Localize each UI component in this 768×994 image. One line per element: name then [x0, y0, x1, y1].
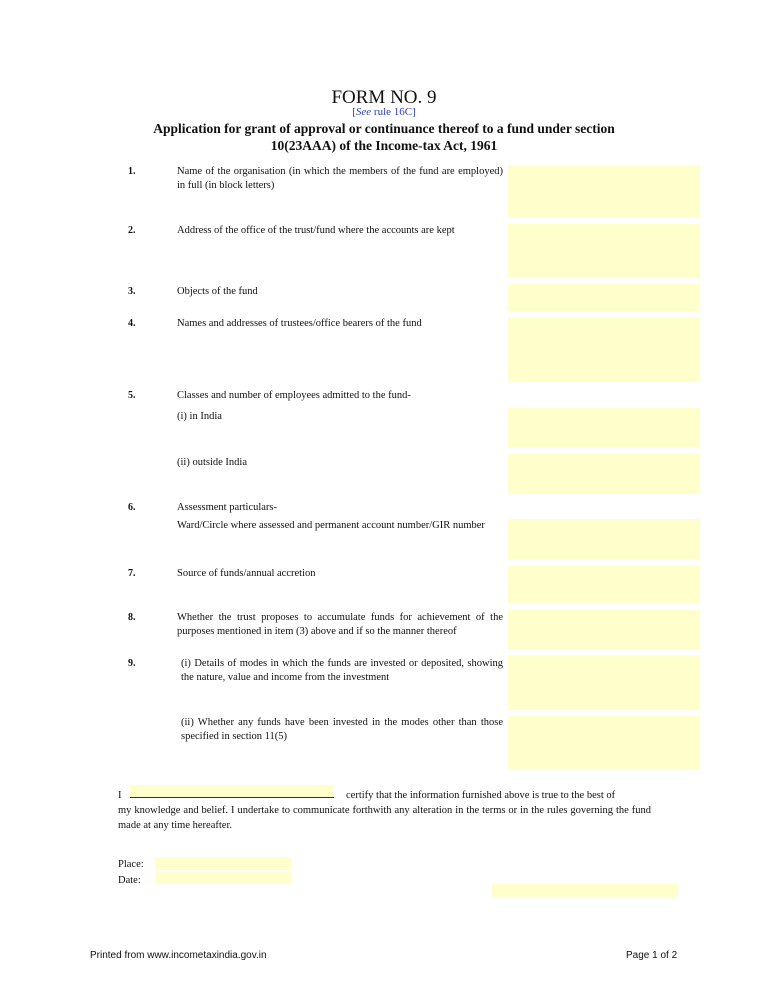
item-3-input-field[interactable] — [508, 284, 700, 311]
certification-prefix: I — [118, 790, 122, 801]
item-1-number: 1. — [128, 166, 136, 177]
item-9-modes-input-field[interactable] — [508, 655, 700, 710]
item-4-input-field[interactable] — [508, 317, 700, 382]
item-5-india-input-field[interactable] — [508, 408, 700, 447]
rule-reference — [0, 106, 768, 118]
item-6-sub-ward: Ward/Circle where assessed and permanent account number/GIR number — [177, 520, 485, 531]
item-6-number: 6. — [128, 502, 136, 513]
rule-text: rule 16C] — [373, 106, 416, 118]
item-3-text: Objects of the fund — [177, 286, 258, 297]
item-2-text: Address of the office of the trust/fund where the accounts are kept — [177, 225, 455, 236]
item-3-number: 3. — [128, 286, 136, 297]
item-7-input-field[interactable] — [508, 566, 700, 603]
form-subtitle-line1: Application for grant of approval or continuance thereof to a fund under section — [153, 121, 615, 136]
item-7-text: Source of funds/annual accretion — [177, 568, 316, 579]
item-2-input-field[interactable] — [508, 224, 700, 277]
form-title: FORM NO. 9 — [331, 87, 437, 108]
item-9-other-modes-input-field[interactable] — [508, 716, 700, 770]
certification-text: my knowledge and belief. I undertake to communicate forthwith any alteration in the terms or in the rules governing the fund made at any time hereafter. — [118, 805, 651, 831]
item-1-text: Name of the organisation (in which the members of the fund are employed) in full (in block letters) — [177, 166, 503, 191]
item-5-sub-outside-india: (ii) outside India — [177, 457, 247, 468]
signature-field[interactable] — [492, 884, 678, 897]
footer-source: Printed from www.incometaxindia.gov.in — [90, 950, 267, 961]
item-5-text: Classes and number of employees admitted to the fund- — [177, 390, 411, 401]
item-1-input-field[interactable] — [508, 165, 700, 217]
date-input-field[interactable] — [155, 871, 291, 884]
item-9-number: 9. — [128, 658, 136, 669]
item-2-number: 2. — [128, 225, 136, 236]
item-8-number: 8. — [128, 612, 136, 623]
item-4-text: Names and addresses of trustees/office bearers of the fund — [177, 318, 422, 329]
item-7-number: 7. — [128, 568, 136, 579]
item-9-sub-other-modes: (ii) Whether any funds have been invested in the modes other than those specified in section 11(5) — [181, 717, 503, 742]
date-label: Date: — [118, 875, 141, 886]
item-4-number: 4. — [128, 318, 136, 329]
declarant-name-field[interactable] — [130, 785, 334, 797]
item-5-number: 5. — [128, 390, 136, 401]
item-8-text: Whether the trust proposes to accumulate funds for achievement of the purposes mentioned in item (3) above and if so the manner thereof — [177, 612, 503, 637]
item-8-input-field[interactable] — [508, 610, 700, 650]
item-5-outside-india-input-field[interactable] — [508, 454, 700, 494]
form-subtitle-line2: 10(23AAA) of the Income-tax Act, 1961 — [270, 138, 498, 153]
place-label: Place: — [118, 859, 144, 870]
declarant-name-underline — [130, 797, 334, 798]
footer-page-number: Page 1 of 2 — [626, 950, 678, 961]
place-input-field[interactable] — [155, 857, 291, 870]
item-9-sub-modes: (i) Details of modes in which the funds are invested or deposited, showing the nature, value and income from the investment — [181, 658, 503, 683]
rule-open-bracket: [ — [352, 106, 356, 118]
item-6-input-field[interactable] — [508, 519, 700, 559]
item-6-text: Assessment particulars- — [177, 502, 278, 513]
rule-see: See — [355, 106, 372, 118]
certification-line1: certify that the information furnished above is true to the best of — [346, 790, 616, 801]
item-5-sub-india: (i) in India — [177, 411, 222, 422]
